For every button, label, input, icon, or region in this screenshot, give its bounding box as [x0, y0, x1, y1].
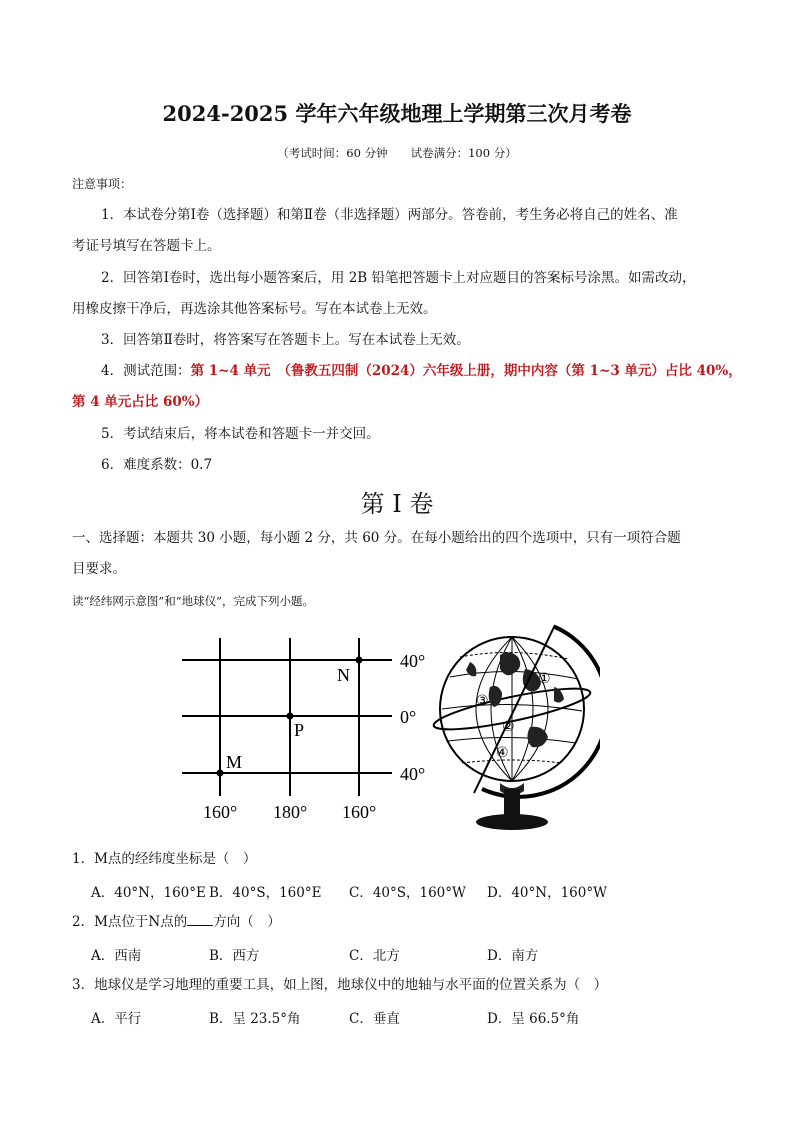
- latitude-label-bottom: 40°: [400, 764, 426, 784]
- question-2-option-b[interactable]: B．西方: [209, 948, 260, 964]
- question-2-stem-after: 方向（ ）: [213, 914, 281, 930]
- question-3-option-b[interactable]: B．呈 23.5°角: [209, 1011, 301, 1027]
- globe-mark-3: ③: [476, 693, 489, 709]
- exam-info-subtitle: （考试时间：60 分钟 试卷满分：100 分）: [277, 146, 517, 160]
- notice-item-3: 3．回答第Ⅱ卷时，将答案写在答题卡上。写在本试卷上无效。: [101, 332, 470, 348]
- notice-item-4-prefix: 4．测试范围：: [101, 363, 191, 379]
- question-2-option-a[interactable]: A．西南: [91, 948, 142, 964]
- section-heading: 第 I 卷: [360, 490, 434, 518]
- point-n-label: N: [337, 665, 350, 685]
- globe-mark-1: ①: [538, 671, 551, 687]
- question-1-option-b[interactable]: B．40°S，160°E: [209, 885, 322, 901]
- notice-item-5: 5．考试结束后，将本试卷和答题卡一并交回。: [101, 426, 380, 442]
- test-scope-highlight-line-2: 第 4 单元占比 60%）: [72, 394, 209, 410]
- point-p-marker: [287, 713, 294, 720]
- graticule-diagram: [170, 628, 440, 828]
- question-3-option-d[interactable]: D．呈 66.5°角: [487, 1011, 580, 1027]
- question-2-option-c[interactable]: C．北方: [349, 948, 400, 964]
- question-2-option-d[interactable]: D．南方: [487, 948, 539, 964]
- latitude-label-top: 40°: [400, 651, 426, 671]
- longitude-label-left: 160°: [203, 802, 238, 822]
- question-1-option-d[interactable]: D．40°N，160°W: [487, 885, 607, 901]
- globe-mark-4: ④: [496, 745, 509, 761]
- longitude-label-right: 160°: [342, 802, 377, 822]
- question-3-option-c[interactable]: C．垂直: [349, 1011, 400, 1027]
- reading-prompt: 读“经纬网示意图”和“地球仪”，完成下列小题。: [72, 594, 315, 608]
- page-title: 2024-2025 学年六年级地理上学期第三次月考卷: [162, 101, 632, 126]
- section-intro-line-1: 一、选择题：本题共 30 小题，每小题 2 分，共 60 分。在每小题给出的四个选项中，只有一项符合题: [72, 530, 681, 546]
- point-n-marker: [356, 657, 363, 664]
- globe-mark-2: ②: [502, 719, 515, 735]
- globe-stand-pillar: [504, 789, 520, 815]
- point-m-label: M: [226, 752, 243, 772]
- question-1-option-c[interactable]: C．40°S，160°W: [349, 885, 466, 901]
- question-3-stem: 3．地球仪是学习地理的重要工具，如上图，地球仪中的地轴与水平面的位置关系为（ ）: [72, 977, 608, 993]
- point-p-label: P: [294, 720, 305, 740]
- point-m-marker: [217, 770, 224, 777]
- longitude-label-center: 180°: [273, 802, 308, 822]
- globe-illustration: [430, 617, 600, 837]
- question-1-option-a[interactable]: A．40°N，160°E: [91, 885, 206, 901]
- answer-blank: [187, 913, 213, 926]
- notice-item-4-line-1: [101, 362, 742, 380]
- notice-item-2-line-1: 2．回答第Ⅰ卷时，选出每小题答案后，用 2B 铅笔把答题卡上对应题目的答案标号涂黑。如需改动，: [101, 270, 696, 286]
- question-2-stem: [72, 913, 281, 931]
- notice-item-1-line-2: 考证号填写在答题卡上。: [72, 238, 221, 254]
- question-2-stem-before: 2．M点位于N点的: [72, 914, 188, 930]
- notice-heading: 注意事项：: [72, 177, 133, 191]
- globe-stand-base: [476, 814, 548, 830]
- notice-item-1-line-1: 1．本试卷分第Ⅰ卷（选择题）和第Ⅱ卷（非选择题）两部分。答卷前，考生务必将自己的姓名、准: [101, 207, 678, 223]
- notice-item-6: 6．难度系数：0.7: [101, 457, 213, 473]
- test-scope-highlight: 第 1~4 单元 （鲁教五四制（2024）六年级上册，期中内容（第 1~3 单元）占比 40%，: [190, 363, 742, 379]
- question-1-stem: 1．M点的经纬度坐标是（ ）: [72, 851, 257, 867]
- notice-item-2-line-2: 用橡皮擦干净后，再选涂其他答案标号。写在本试卷上无效。: [72, 301, 437, 317]
- latitude-label-middle: 0°: [400, 707, 417, 727]
- section-intro-line-2: 目要求。: [72, 561, 126, 577]
- question-3-option-a[interactable]: A．平行: [91, 1011, 142, 1027]
